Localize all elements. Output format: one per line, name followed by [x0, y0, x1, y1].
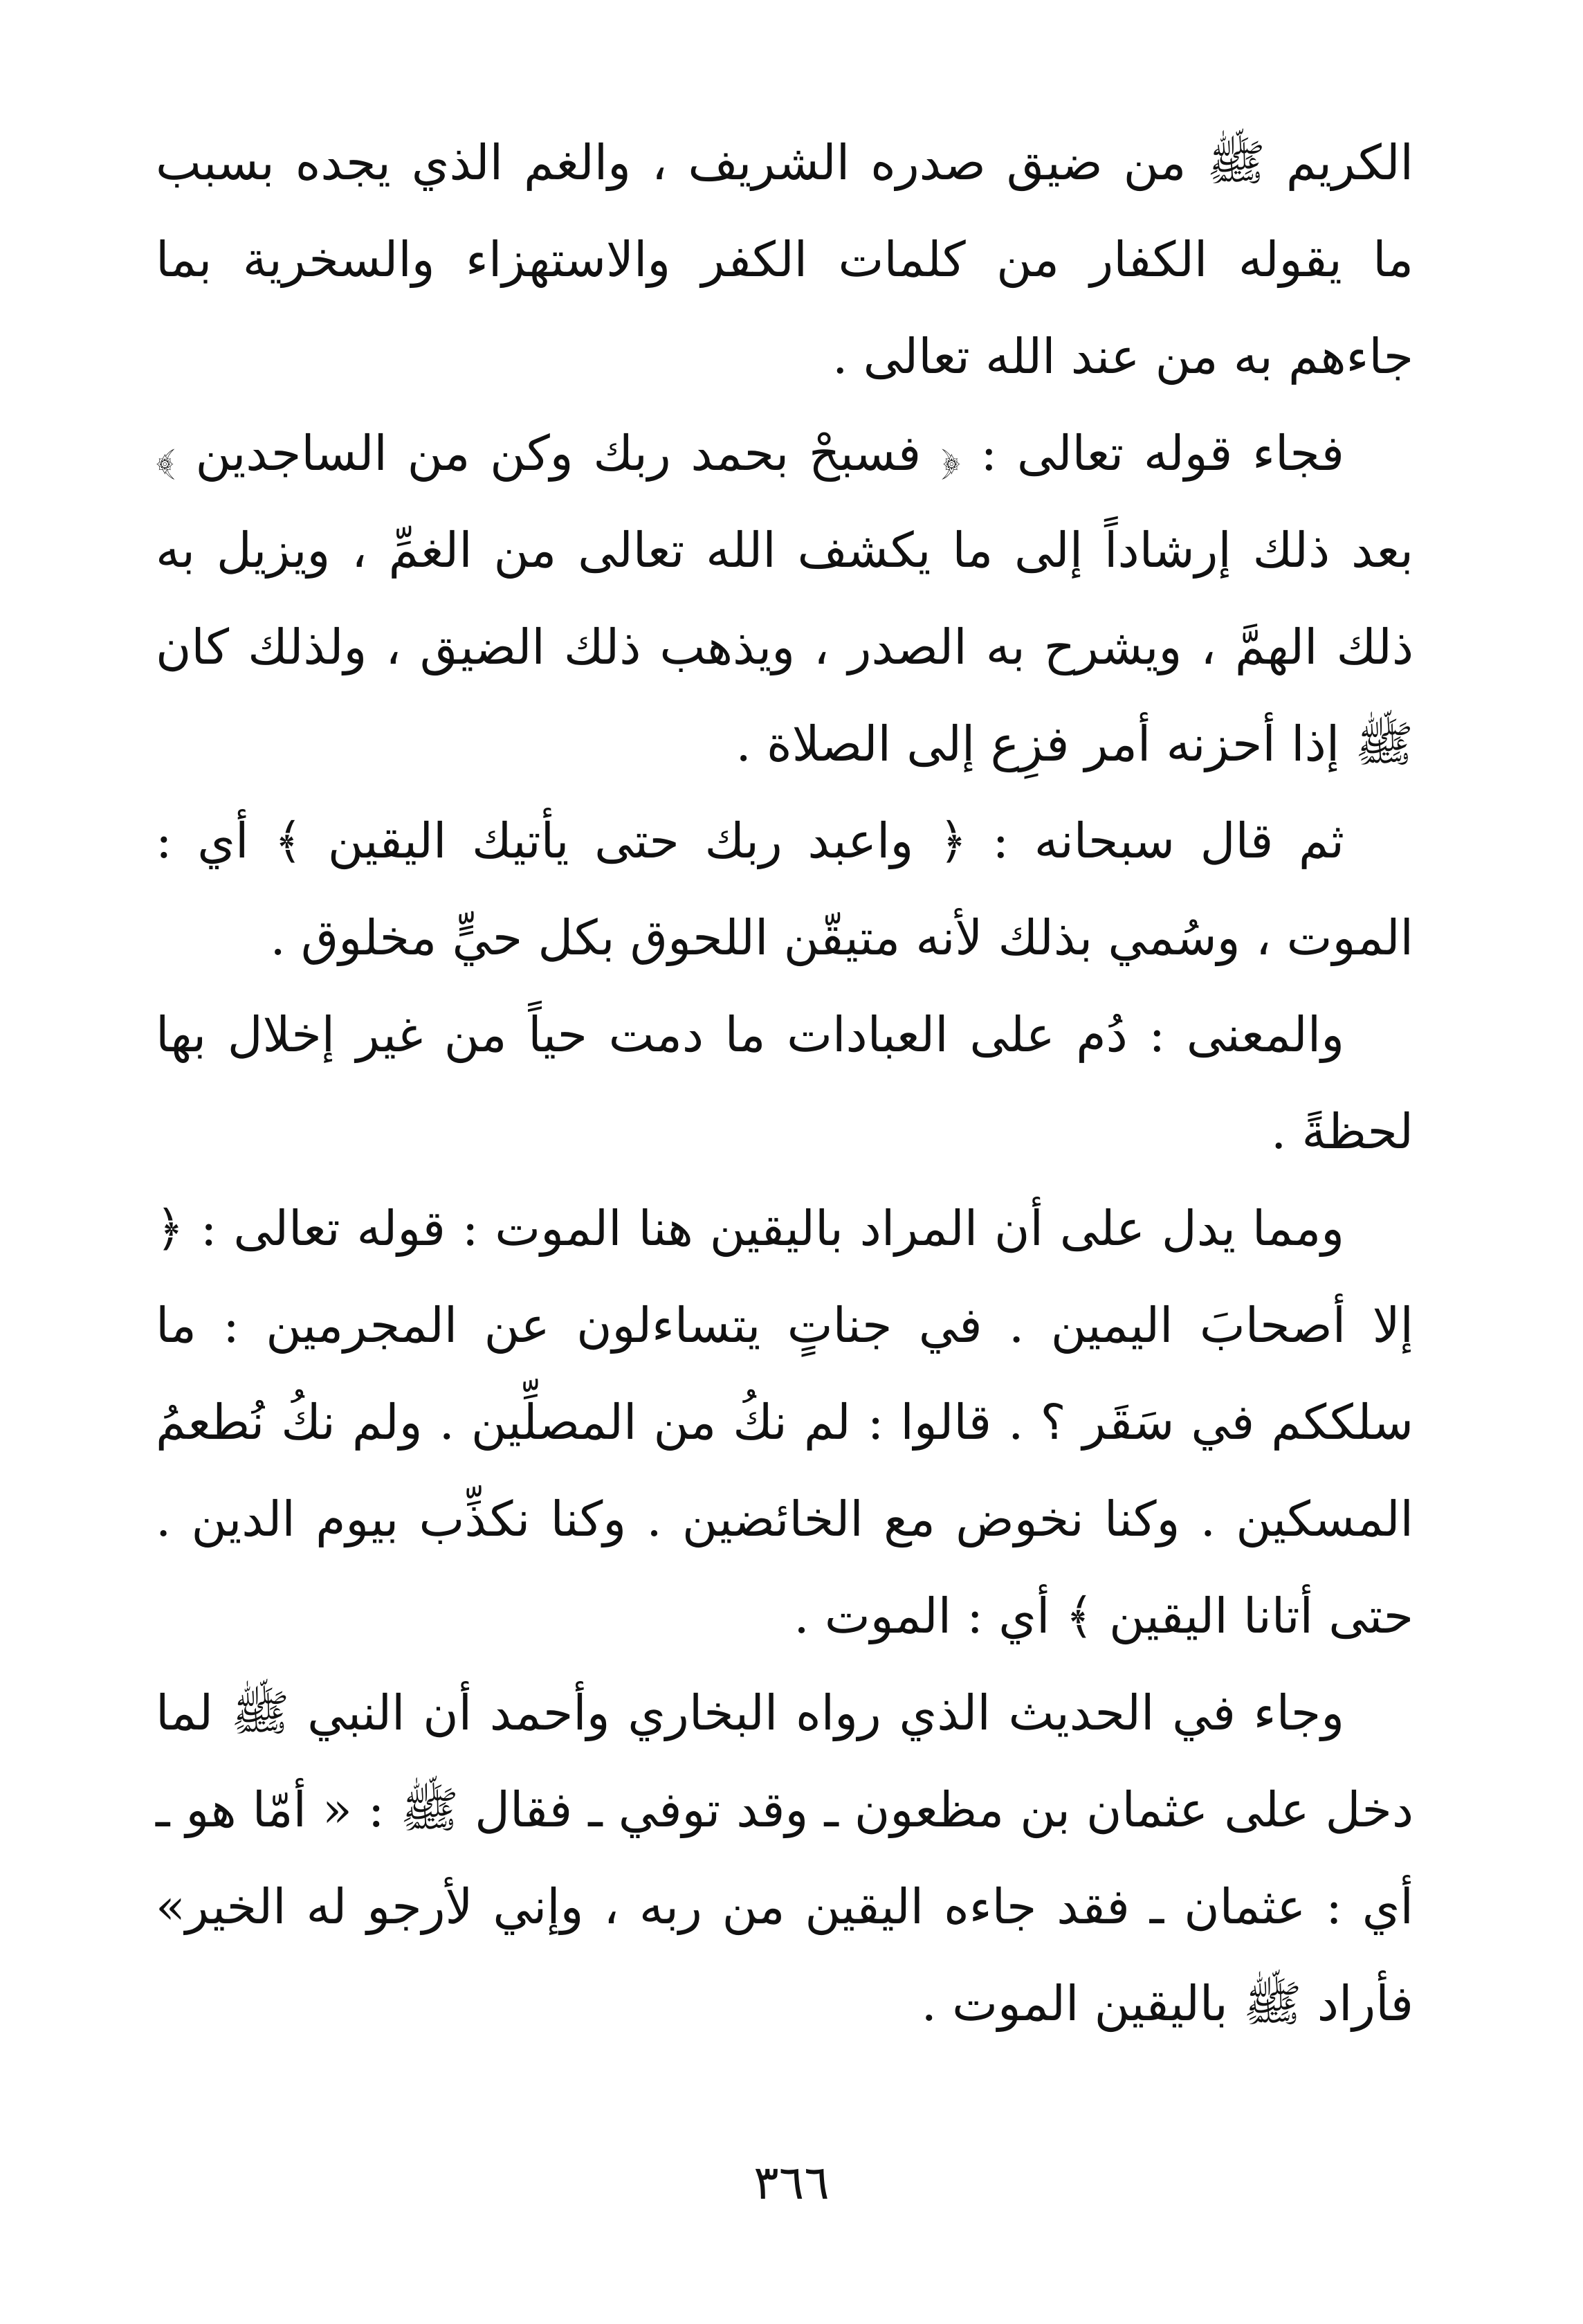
page-body — [156, 114, 1413, 2052]
paragraph-3: ثم قال سبحانه : ﴿ واعبد ربك حتى يأتيك اليقين ﴾ أي : الموت ، وسُمي بذلك لأنه متيقّن اللحوق بكل حيٍّ مخلوق . — [156, 813, 1413, 966]
paragraph-6: وجاء في الحديث الذي رواه البخاري وأحمد أن النبي ﷺ لما دخل على عثمان بن مظعون ـ وقد توفي ـ فقال ﷺ : « أمّا هو ـ أي : عثمان ـ فقد جاءه اليقين من ربه ، وإني لأرجو له الخير» فأراد ﷺ باليقين الموت . — [156, 1685, 1413, 2032]
paragraph-5: ومما يدل على أن المراد باليقين هنا الموت : قوله تعالى : ﴿ إلا أصحابَ اليمين . في جناتٍ يتساءلون عن المجرمين : ما سلككم في سَقَر ؟ . قالوا : لم نكُ من المصلِّين . ولم نكُ نُطعمُ المسكين . وكنا نخوض مع الخائضين . وكنا نكذِّب بيوم الدين . حتى أتانا اليقين ﴾ أي : الموت . — [156, 1200, 1413, 1644]
paragraph-4: والمعنى : دُم على العبادات ما دمت حياً من غير إخلال بها لحظةً . — [156, 1006, 1413, 1160]
page-number: ٣٦٦ — [753, 2156, 830, 2210]
paragraph-2: فجاء قوله تعالى : ﴿ فسبحْ بحمد ربك وكن من الساجدين ﴾ بعد ذلك إرشاداً إلى ما يكشف الله تعالى من الغمِّ ، ويزيل به ذلك الهمَّ ، ويشرح به الصدر ، ويذهب ذلك الضيق ، ولذلك كان ﷺ إذا أحزنه أمر فزِع إلى الصلاة . — [156, 425, 1414, 772]
paragraph-1: الكريم ﷺ من ضيق صدره الشريف ، والغم الذي يجده بسبب ما يقوله الكفار من كلمات الكفر والاستهزاء والسخرية بما جاءهم به من عند الله تعالى . — [156, 134, 1413, 385]
